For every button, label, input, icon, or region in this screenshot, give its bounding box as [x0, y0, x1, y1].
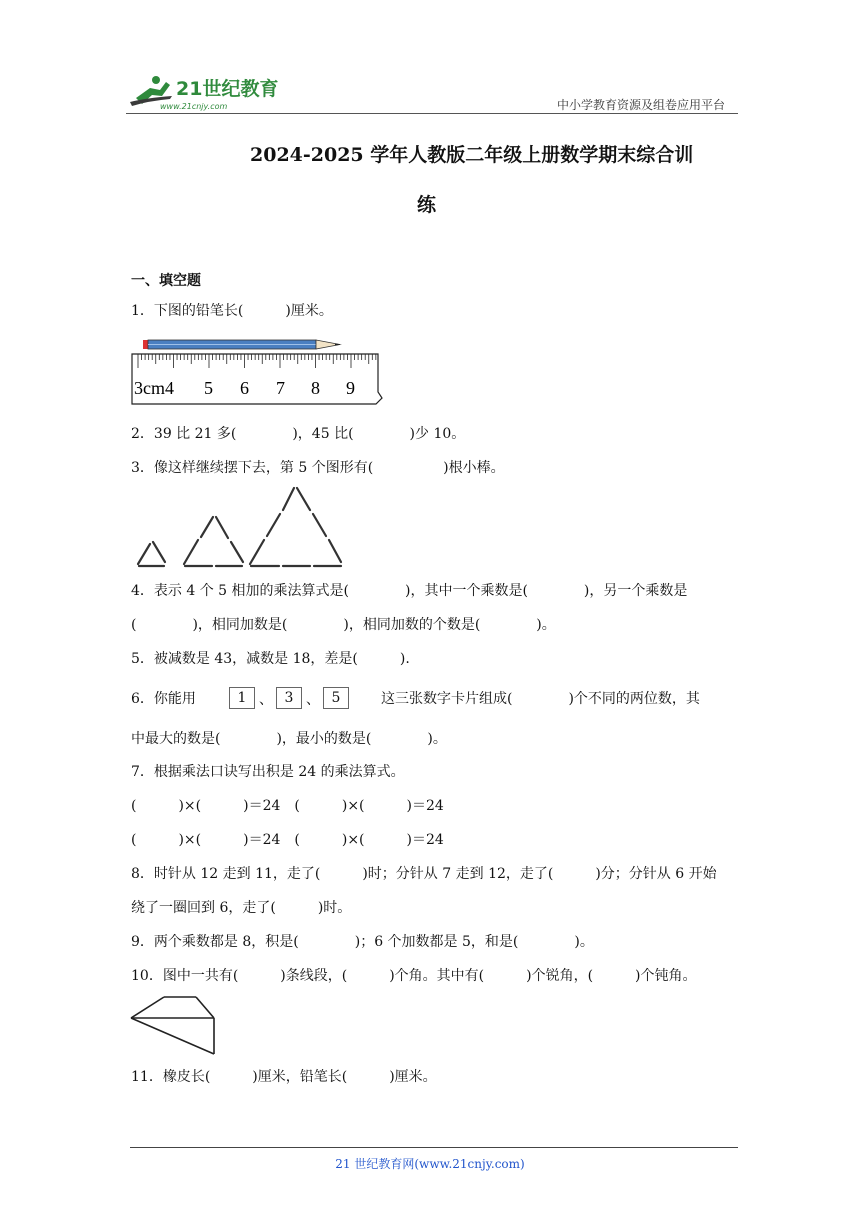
site-logo	[126, 68, 296, 116]
digit-cards	[229, 687, 354, 711]
question-4-line2: ( )，相同加数是( )，相同加数的个数是( )。	[131, 617, 556, 633]
ruler-label-7: 7	[276, 378, 285, 398]
pencil-ruler-figure	[130, 334, 385, 409]
ruler-label-6: 6	[240, 378, 249, 398]
question-6-prefix: 6．你能用	[131, 691, 196, 707]
page-title-line1: 2024-2025 学年人教版二年级上册数学期末综合训	[250, 144, 694, 166]
question-2: 2．39 比 21 多( )，45 比( )少 10。	[131, 426, 466, 442]
page-title-line2: 练	[417, 194, 437, 216]
question-6-line2: 中最大的数是( )，最小的数是( )。	[131, 731, 447, 747]
triangle-small	[138, 542, 165, 566]
question-7: 7．根据乘法口诀写出积是 24 的乘法算式。	[131, 764, 405, 780]
angle-figure	[128, 994, 223, 1056]
platform-tagline: 中小学教育资源及组卷应用平台	[556, 98, 725, 112]
svg-text:21世纪教育: 21世纪教育	[176, 78, 279, 100]
digit-card-3: 3	[276, 687, 302, 709]
question-9: 9．两个乘数都是 8，积是( )；6 个加数都是 5，和是( )。	[131, 934, 594, 950]
question-10: 10．图中一共有( )条线段，( )个角。其中有( )个锐角，( )个钝角。	[131, 968, 697, 984]
header-divider	[126, 113, 738, 114]
question-6-suffix: 这三张数字卡片组成( )个不同的两位数，其	[381, 691, 700, 707]
ruler-label-5: 5	[204, 378, 213, 398]
ruler-label-3cm: 3cm4	[134, 378, 174, 398]
question-3: 3．像这样继续摆下去，第 5 个图形有( )根小棒。	[131, 460, 505, 476]
pencil-icon	[143, 340, 342, 349]
triangle-stick-figure	[130, 482, 350, 572]
question-7-row2: ( )×( )＝24 ( )×( )＝24	[131, 832, 444, 848]
section-heading: 一、填空题	[131, 273, 201, 289]
triangle-medium	[184, 517, 243, 566]
ruler	[132, 354, 382, 404]
card-separator: 、	[306, 692, 320, 708]
digit-card-1: 1	[229, 687, 255, 709]
footer-text: 21 世纪教育网(www.21cnjy.com)	[335, 1157, 525, 1171]
question-4-line1: 4．表示 4 个 5 相加的乘法算式是( )，其中一个乘数是( )，另一个乘数是	[131, 583, 688, 599]
footer-divider	[130, 1147, 738, 1148]
triangle-large	[250, 488, 341, 566]
question-8-line2: 绕了一圈回到 6，走了( )时。	[131, 900, 352, 916]
question-7-row1: ( )×( )＝24 ( )×( )＝24	[131, 798, 444, 814]
question-5: 5．被减数是 43，减数是 18，差是( ).	[131, 651, 410, 667]
ruler-label-8: 8	[311, 378, 320, 398]
card-separator: 、	[259, 692, 273, 708]
svg-text:www.21cnjy.com: www.21cnjy.com	[160, 102, 228, 111]
question-8-line1: 8．时针从 12 走到 11，走了( )时；分针从 7 走到 12，走了( )分；分针从 6 开始	[131, 866, 717, 882]
question-1: 1．下图的铅笔长( )厘米。	[131, 303, 333, 319]
ruler-label-9: 9	[346, 378, 355, 398]
question-11: 11．橡皮长( )厘米，铅笔长( )厘米。	[131, 1069, 437, 1085]
digit-card-5: 5	[323, 687, 349, 709]
